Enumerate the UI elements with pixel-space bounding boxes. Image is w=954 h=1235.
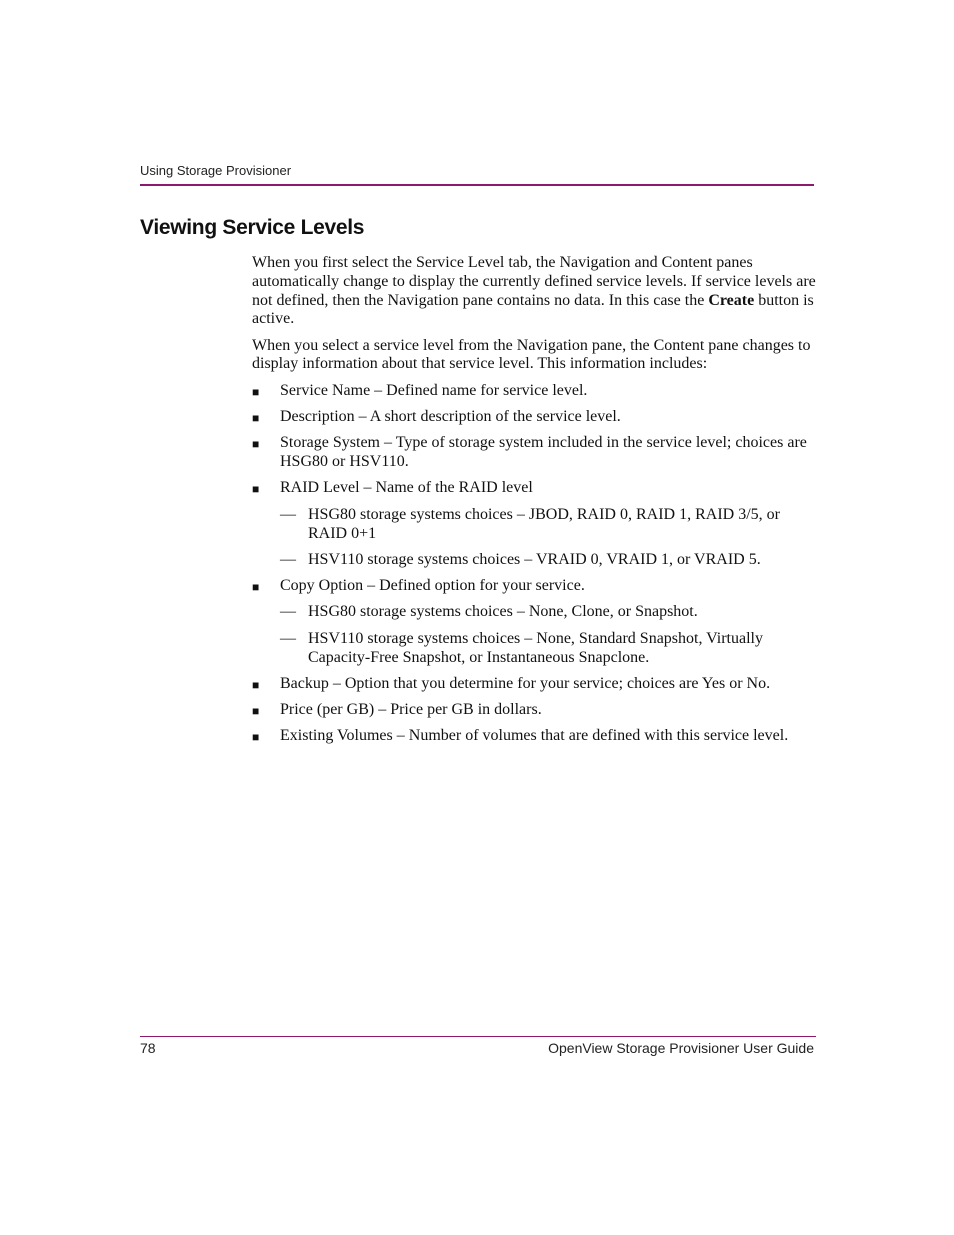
intro-text-end: button is active.: [252, 291, 814, 328]
list-item-text: Service Name – Defined name for service level.: [280, 381, 588, 399]
list-item-text: Price (per GB) – Price per GB in dollars.: [280, 701, 542, 719]
intro-paragraph-2: When you select a service level from the Navigation pane, the Content pane changes to display information about that service level. This information includes:: [252, 336, 811, 373]
intro-paragraph-1: [252, 254, 817, 329]
section-title: Viewing Service Levels: [140, 216, 365, 239]
list-item-text: Backup – Option that you determine for your service; choices are Yes or No.: [280, 674, 771, 692]
list-item: [252, 479, 817, 498]
bullet-icon: ■: [252, 730, 260, 745]
list-item-text: Existing Volumes – Number of volumes that are defined with this service level.: [280, 727, 789, 745]
dash-icon: —: [280, 629, 296, 647]
sub-list-item: [252, 630, 817, 668]
list-item-text: Description – A short description of the service level.: [280, 408, 621, 426]
bullet-icon: ■: [252, 482, 260, 497]
list-item: [252, 382, 817, 401]
running-header: Using Storage Provisioner: [140, 163, 292, 178]
dash-icon: —: [280, 550, 296, 568]
list-item: [252, 727, 817, 746]
list-item: [252, 434, 817, 472]
page-number: 78: [140, 1040, 156, 1056]
bullet-icon: ■: [252, 580, 260, 595]
sub-list-item: [252, 506, 817, 544]
sub-list-item: [252, 603, 817, 622]
bullet-icon: ■: [252, 411, 260, 426]
guide-title: OpenView Storage Provisioner User Guide: [548, 1040, 814, 1056]
sub-list-item-text: HSV110 storage systems choices – VRAID 0, VRAID 1, or VRAID 5.: [308, 550, 761, 568]
list-item-text: Copy Option – Defined option for your service.: [280, 577, 585, 595]
bullet-icon: ■: [252, 704, 260, 719]
intro-text: When you first select the Service Level tab, the Navigation and Content panes automatically change to display the currently defined service levels. If service levels are not defined, then the Navigation pane contains no data. In this case the: [252, 254, 816, 309]
list-item: [252, 701, 817, 720]
bullet-icon: ■: [252, 384, 260, 399]
sub-list-item-text: HSG80 storage systems choices – None, Clone, or Snapshot.: [308, 603, 698, 621]
sub-list-item: [252, 551, 817, 570]
section-body: [252, 254, 817, 754]
create-term: Create: [708, 291, 755, 309]
list-item: [252, 577, 817, 596]
sub-list-item-text: HSV110 storage systems choices – None, Standard Snapshot, Virtually Capacity-Free Snapshot, or Instantaneous Snapclone.: [308, 629, 763, 666]
dash-icon: —: [280, 603, 296, 621]
bullet-icon: ■: [252, 677, 260, 692]
list-item-text: Storage System – Type of storage system included in the service level; choices are HSG80 or HSV110.: [280, 434, 807, 471]
footer-rule: [140, 1036, 816, 1037]
header-rule: [140, 184, 814, 186]
bullet-icon: ■: [252, 437, 260, 452]
dash-icon: —: [280, 505, 296, 523]
list-item: [252, 675, 817, 694]
list-item: [252, 408, 817, 427]
sub-list-item-text: HSG80 storage systems choices – JBOD, RAID 0, RAID 1, RAID 3/5, or RAID 0+1: [308, 505, 780, 542]
list-item-text: RAID Level – Name of the RAID level: [280, 479, 533, 497]
